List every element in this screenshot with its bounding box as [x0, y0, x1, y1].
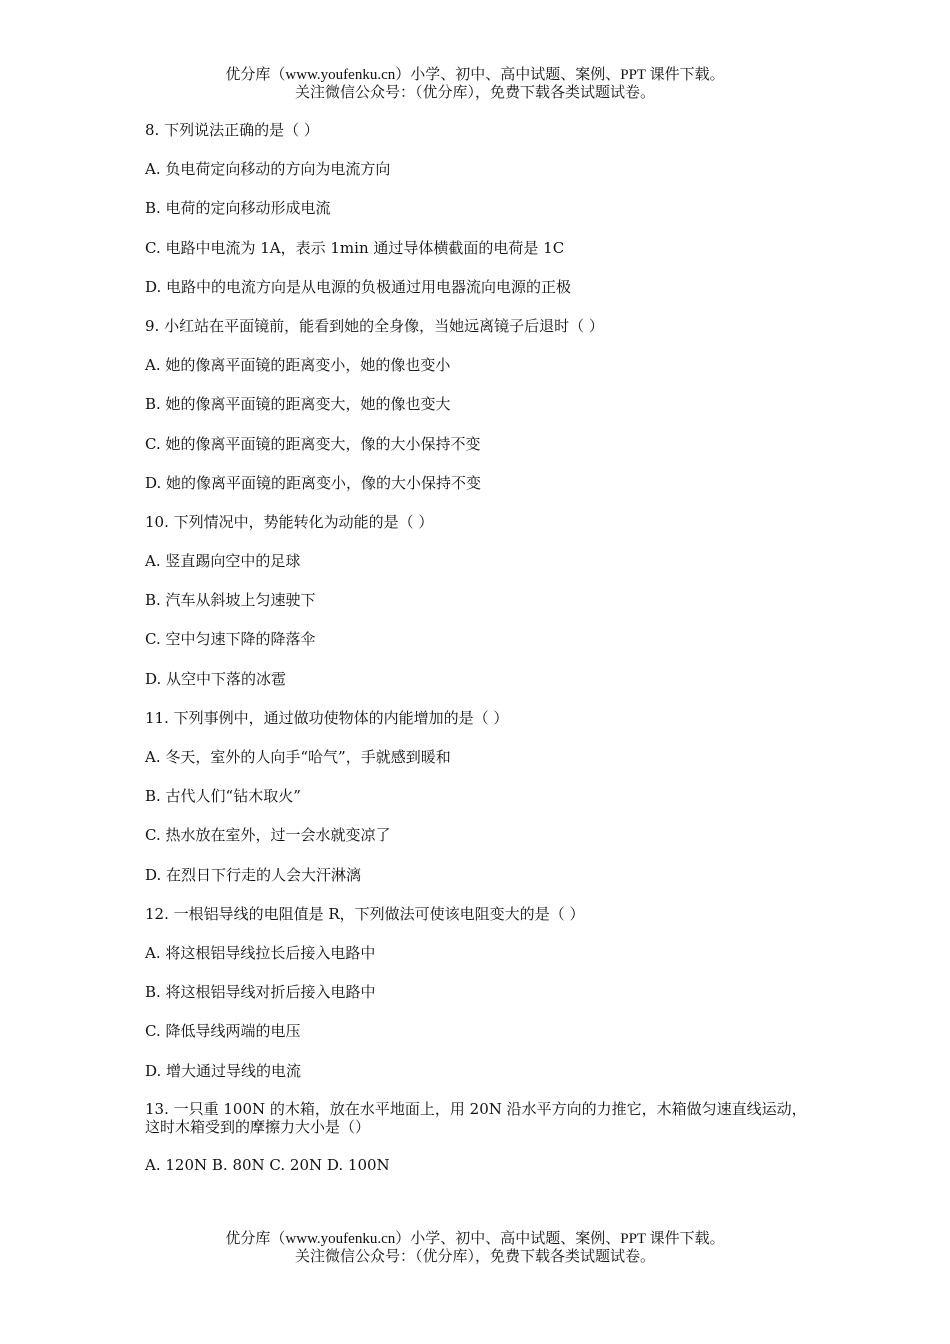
question-11-option-b: B. 古代人们“钻木取火” [145, 787, 301, 806]
question-8-option-c: C. 电路中电流为 1A，表示 1min 通过导体横截面的电荷是 1C [145, 238, 565, 257]
footer-line-1: 优分库（www.youfenku.cn）小学、初中、高中试题、案例、PPT 课件下载。 [225, 1231, 725, 1247]
question-11-option-a: A. 冬天，室外的人向手“哈气”，手就感到暖和 [145, 748, 451, 766]
question-9-stem: 9. 小红站在平面镜前，能看到她的全身像，当她远离镜子后退时（ ） [145, 316, 604, 335]
question-list [145, 120, 815, 1194]
question-13-options: A. 120N B. 80N C. 20N D. 100N [145, 1155, 390, 1174]
question-10-option-b: B. 汽车从斜坡上匀速驶下 [145, 591, 316, 610]
question-10-stem: 10. 下列情况中，势能转化为动能的是（ ） [145, 512, 434, 531]
question-8-option-a: A. 负电荷定向移动的方向为电流方向 [145, 160, 391, 179]
question-12-stem: 12. 一根铝导线的电阻值是 R，下列做法可使该电阻变大的是（ ） [145, 904, 585, 923]
question-12-option-c: C. 降低导线两端的电压 [145, 1022, 301, 1041]
question-9-option-d: D. 她的像离平面镜的距离变小，像的大小保持不变 [145, 473, 482, 492]
question-12-option-d: D. 增大通过导线的电流 [145, 1061, 302, 1080]
question-8-stem: 8. 下列说法正确的是（ ） [145, 121, 319, 139]
question-9-option-b: B. 她的像离平面镜的距离变大，她的像也变大 [145, 395, 451, 414]
question-10-option-a: A. 竖直踢向空中的足球 [145, 552, 301, 571]
header-line-2: 关注微信公众号：（优分库），免费下载各类试题试卷。 [294, 85, 655, 101]
page-header [0, 66, 950, 102]
question-12-option-b: B. 将这根铝导线对折后接入电路中 [145, 983, 376, 1002]
question-9-option-a: A. 她的像离平面镜的距离变小，她的像也变小 [145, 356, 451, 375]
question-8-option-d: D. 电路中的电流方向是从电源的负极通过用电器流向电源的正极 [145, 277, 572, 296]
question-11-option-c: C. 热水放在室外，过一会水就变凉了 [145, 826, 391, 845]
question-11-option-d: D. 在烈日下行走的人会大汗淋漓 [145, 865, 362, 884]
question-12-option-a: A. 将这根铝导线拉长后接入电路中 [145, 943, 376, 962]
page-footer [0, 1230, 950, 1266]
question-11-stem: 11. 下列事例中，通过做功使物体的内能增加的是（ ） [145, 708, 509, 727]
question-8-option-b: B. 电荷的定向移动形成电流 [145, 199, 331, 218]
header-line-1: 优分库（www.youfenku.cn）小学、初中、高中试题、案例、PPT 课件下载。 [225, 67, 725, 83]
question-9-option-c: C. 她的像离平面镜的距离变大，像的大小保持不变 [145, 434, 481, 453]
question-13-stem: 13. 一只重 100N 的木箱，放在水平地面上，用 20N 沿水平方向的力推它，木箱做匀速直线运动，这时木箱受到的摩擦力大小是（） [145, 1099, 807, 1136]
footer-line-2: 关注微信公众号：（优分库），免费下载各类试题试卷。 [294, 1249, 655, 1265]
question-10-option-d: D. 从空中下落的冰雹 [145, 669, 287, 688]
question-10-option-c: C. 空中匀速下降的降落伞 [145, 630, 316, 649]
